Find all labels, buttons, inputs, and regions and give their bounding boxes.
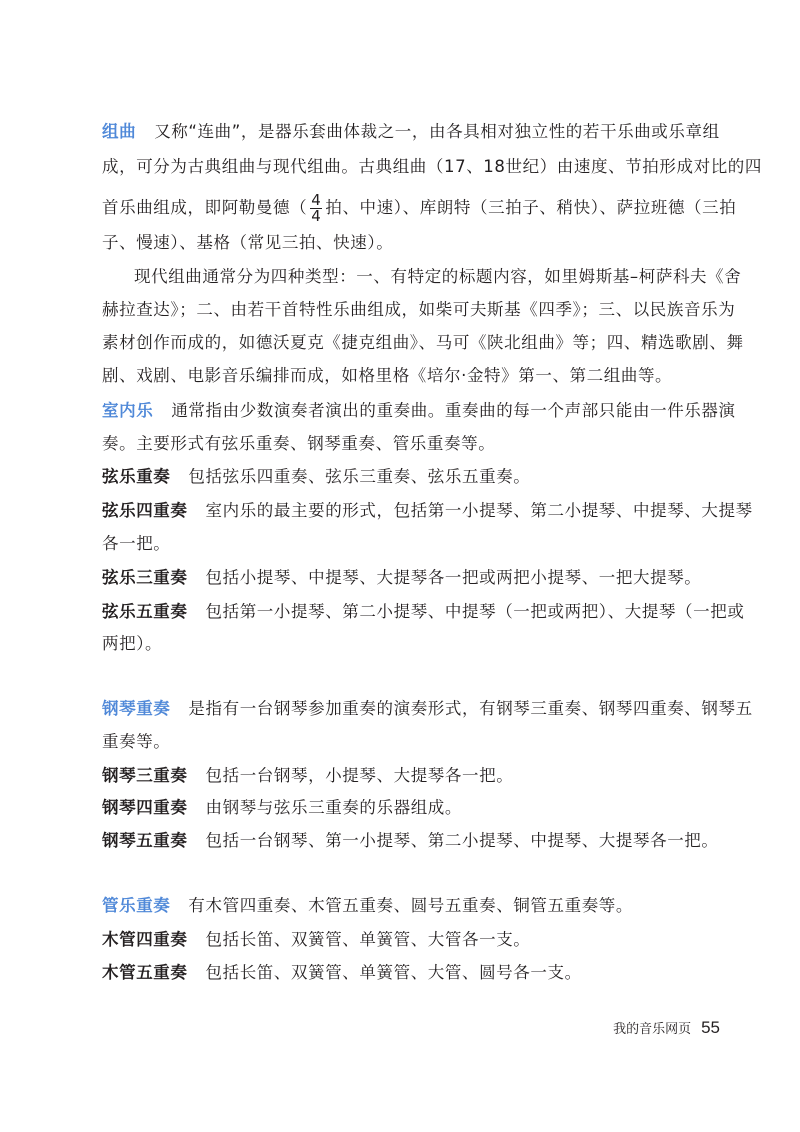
suite-paragraph-line-4 (102, 231, 722, 255)
modern-suite-text-1: 现代组曲通常分为四种类型：一、有特定的标题内容，如里姆斯基–柯萨科夫《舍 (134, 267, 742, 286)
term-piano-ensemble: 钢琴重奏 (102, 699, 171, 718)
chamber-line-1 (102, 399, 736, 423)
piano-ensemble-text-1: 是指有一台钢琴参加重奏的演奏形式，有钢琴三重奏、钢琴四重奏、钢琴五 (188, 699, 753, 718)
string-quartet-line-1 (102, 499, 753, 523)
woodwind-quartet-text: 包括长笛、双簧管、单簧管、大管各一支。 (205, 930, 531, 949)
suite-text-3a: 首乐曲组成，即阿勒曼德（ (102, 198, 308, 217)
string-quartet-text-1: 室内乐的最主要的形式，包括第一小提琴、第二小提琴、中提琴、大提琴 (205, 501, 753, 520)
term-piano-quartet: 钢琴四重奏 (102, 798, 188, 817)
piano-quartet-text: 由钢琴与弦乐三重奏的乐器组成。 (205, 798, 462, 817)
chamber-text-1: 通常指由少数演奏者演出的重奏曲。重奏曲的每一个声部只能由一件乐器演 (171, 401, 736, 420)
meter-fraction (310, 193, 322, 224)
piano-quintet-line (102, 829, 722, 853)
term-wind-ensemble: 管乐重奏 (102, 896, 171, 915)
term-woodwind-quintet: 木管五重奏 (102, 963, 188, 982)
term-chamber-music: 室内乐 (102, 401, 154, 420)
modern-suite-text-3: 素材创作而成的，如德沃夏克《捷克组曲》、马可《陕北组曲》等；四、精选歌剧、舞 (102, 333, 744, 352)
chamber-text-2: 奏。主要形式有弦乐重奏、钢琴重奏、管乐重奏等。 (102, 434, 496, 453)
string-ensemble-text: 包括弦乐四重奏、弦乐三重奏、弦乐五重奏。 (188, 467, 531, 486)
string-quintet-line-2 (102, 632, 722, 656)
term-string-ensemble: 弦乐重奏 (102, 467, 171, 486)
string-quartet-line-2 (102, 532, 722, 556)
modern-suite-line-3 (102, 331, 744, 355)
suite-paragraph-line-1 (102, 120, 722, 144)
string-ensemble-line (102, 465, 722, 489)
chamber-line-2 (102, 432, 722, 456)
piano-quintet-text: 包括一台钢琴、第一小提琴、第二小提琴、中提琴、大提琴各一把。 (205, 831, 719, 850)
piano-quartet-line (102, 796, 722, 820)
modern-suite-line-2 (102, 298, 736, 322)
term-string-quartet: 弦乐四重奏 (102, 501, 188, 520)
meter-denominator: 4 (311, 207, 322, 225)
piano-ensemble-text-2: 重奏等。 (102, 732, 171, 751)
term-piano-trio: 钢琴三重奏 (102, 766, 188, 785)
suite-text-4: 子、慢速）、基格（常见三拍、快速）。 (102, 233, 394, 252)
term-piano-quintet: 钢琴五重奏 (102, 831, 188, 850)
woodwind-quintet-line (102, 961, 722, 985)
piano-trio-line (102, 764, 722, 788)
suite-text-3b: 拍、中速）、库朗特（三拍子、稍快）、萨拉班德（三拍 (325, 198, 737, 217)
piano-trio-text: 包括一台钢琴，小提琴、大提琴各一把。 (205, 766, 514, 785)
suite-paragraph-line-3 (102, 191, 737, 225)
woodwind-quartet-line (102, 928, 722, 952)
string-trio-text: 包括小提琴、中提琴、大提琴各一把或两把小提琴、一把大提琴。 (205, 568, 702, 587)
meter-numerator: 4 (311, 191, 322, 209)
piano-ensemble-line-2 (102, 730, 722, 754)
page-number: 55 (701, 1018, 720, 1037)
string-quintet-text-1: 包括第一小提琴、第二小提琴、中提琴（一把或两把）、大提琴（一把或 (205, 602, 745, 621)
footer-section-title: 我的音乐网页 (613, 1022, 692, 1037)
suite-text-1: 又称“连曲”，是器乐套曲体裁之一，由各具相对独立性的若干乐曲或乐章组 (154, 122, 720, 141)
wind-ensemble-text: 有木管四重奏、木管五重奏、圆号五重奏、铜管五重奏等。 (188, 896, 634, 915)
suite-paragraph-line-2 (102, 155, 762, 179)
string-quartet-text-2: 各一把。 (102, 534, 171, 553)
modern-suite-text-4: 剧、戏剧、电影音乐编排而成，如格里格《培尔·金特》第一、第二组曲等。 (102, 366, 673, 385)
piano-ensemble-line-1 (102, 697, 753, 721)
term-string-quintet: 弦乐五重奏 (102, 602, 188, 621)
suite-text-2: 成，可分为古典组曲与现代组曲。古典组曲（17、18世纪）由速度、节拍形成对比的四 (102, 157, 762, 176)
woodwind-quintet-text: 包括长笛、双簧管、单簧管、大管、圆号各一支。 (205, 963, 582, 982)
string-quintet-line-1 (102, 600, 745, 624)
string-trio-line (102, 566, 722, 590)
term-string-trio: 弦乐三重奏 (102, 568, 188, 587)
page-footer (613, 1018, 720, 1038)
term-woodwind-quartet: 木管四重奏 (102, 930, 188, 949)
term-suite: 组曲 (102, 122, 137, 141)
modern-suite-text-2: 赫拉查达》；二、由若干首特性乐曲组成，如柴可夫斯基《四季》；三、以民族音乐为 (102, 300, 736, 319)
wind-ensemble-line (102, 894, 722, 918)
modern-suite-line-1 (134, 265, 754, 289)
modern-suite-line-4 (102, 364, 722, 388)
string-quintet-text-2: 两把）。 (102, 634, 163, 653)
